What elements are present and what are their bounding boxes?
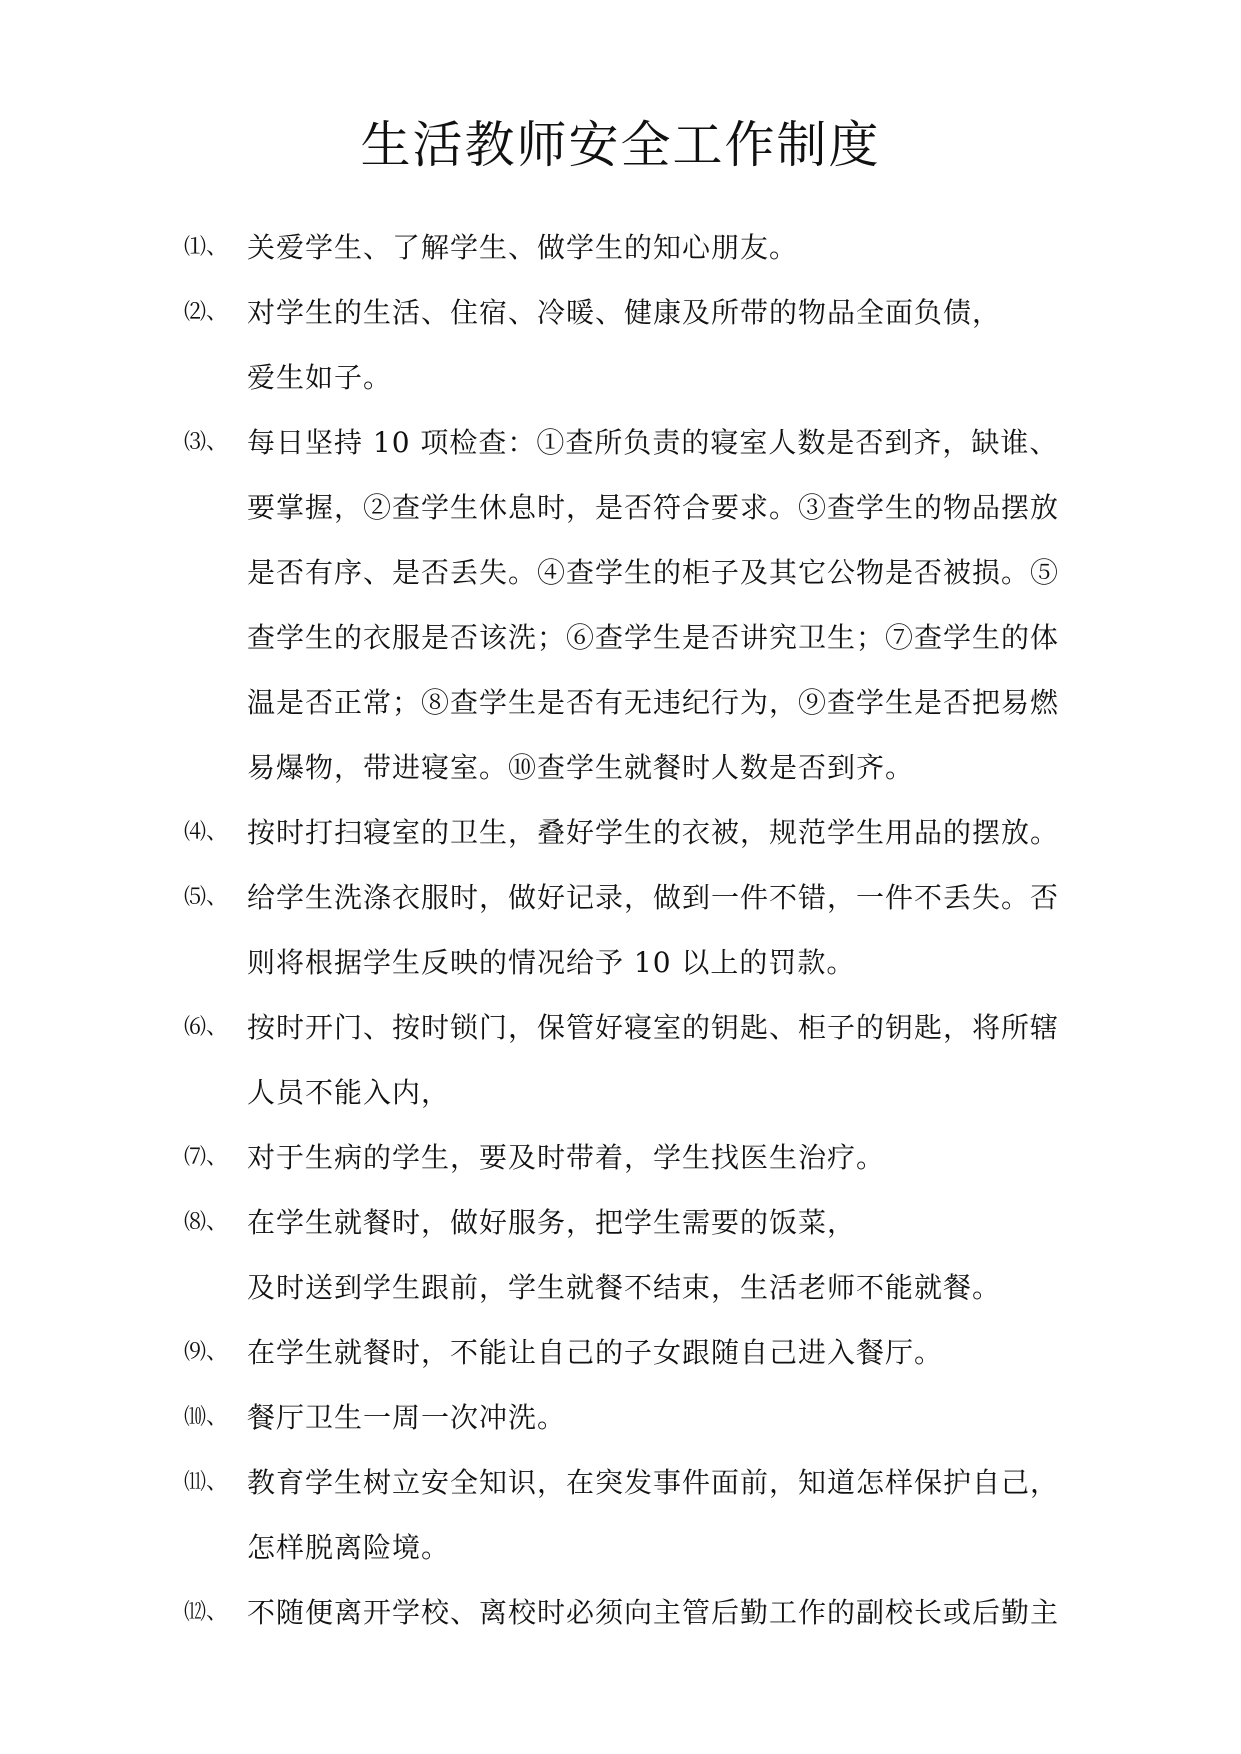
rule-text-line: 是否有序、是否丢失。④查学生的柜子及其它公物是否被损。⑤ — [247, 556, 1060, 589]
rule-text-line: 则将根据学生反映的情况给予 10 以上的罚款。 — [247, 946, 856, 979]
rule-text-line: 易爆物，带进寝室。⑩查学生就餐时人数是否到齐。 — [247, 751, 915, 784]
rule-number: ⑸、 — [184, 885, 229, 910]
rule-item — [184, 280, 1064, 410]
rule-item — [184, 410, 1064, 800]
rule-item — [184, 1190, 1064, 1320]
rule-text-line: 对学生的生活、住宿、冷暖、健康及所带的物品全面负债， — [247, 296, 1002, 329]
rule-text-line: 按时开门、按时锁门，保管好寝室的钥匙、柜子的钥匙，将所辖 — [247, 1011, 1060, 1044]
rule-text-line: 人员不能入内， — [247, 1076, 451, 1109]
rule-number: ⑼、 — [184, 1340, 229, 1365]
rule-text-line: 不随便离开学校、离校时必须向主管后勤工作的副校长或后勤主 — [247, 1596, 1060, 1629]
rule-number: ⑵、 — [184, 300, 229, 325]
rule-text-line: 爱生如子。 — [247, 361, 393, 394]
rule-number: ⑶、 — [184, 430, 229, 455]
rule-text-line: 温是否正常；⑧查学生是否有无违纪行为，⑨查学生是否把易燃 — [247, 686, 1060, 719]
rule-text-line: 教育学生树立安全知识，在突发事件面前，知道怎样保护自己， — [247, 1466, 1060, 1499]
rule-number: ⑿、 — [184, 1600, 229, 1625]
rule-text-line: 对于生病的学生，要及时带着，学生找医生治疗。 — [247, 1141, 886, 1174]
rule-item — [184, 865, 1064, 995]
document-title: 生活教师安全工作制度 — [360, 116, 881, 174]
rule-number: ⑴、 — [184, 235, 229, 260]
rule-item — [184, 800, 1064, 865]
rule-item — [184, 1450, 1064, 1580]
rule-text-line: 关爱学生、了解学生、做学生的知心朋友。 — [247, 231, 799, 264]
rule-item — [184, 1385, 1064, 1450]
rule-text-line: 按时打扫寝室的卫生，叠好学生的衣被，规范学生用品的摆放。 — [247, 816, 1060, 849]
rule-item — [184, 995, 1064, 1125]
rule-list — [184, 215, 1064, 1645]
rule-number: ⑺、 — [184, 1145, 229, 1170]
rule-text-line: 及时送到学生跟前，学生就餐不结束，生活老师不能就餐。 — [247, 1271, 1002, 1304]
rule-text-line: 查学生的衣服是否该洗；⑥查学生是否讲究卫生；⑦查学生的体 — [247, 621, 1060, 654]
rule-text-line: 在学生就餐时，做好服务，把学生需要的饭菜， — [247, 1206, 857, 1239]
rule-item — [184, 1580, 1064, 1645]
rule-text-line: 要掌握，②查学生休息时，是否符合要求。③查学生的物品摆放 — [247, 491, 1060, 524]
rule-number: ⑷、 — [184, 820, 229, 845]
rule-item — [184, 1320, 1064, 1385]
rule-item — [184, 1125, 1064, 1190]
rule-item — [184, 215, 1064, 280]
rule-text-line: 在学生就餐时，不能让自己的子女跟随自己进入餐厅。 — [247, 1336, 944, 1369]
rule-number: ⑹、 — [184, 1015, 229, 1040]
rule-number: ⑾、 — [184, 1470, 229, 1495]
rule-number: ⑽、 — [184, 1405, 229, 1430]
rule-text-line: 餐厅卫生一周一次冲洗。 — [247, 1401, 567, 1434]
rule-text-line: 怎样脱离险境。 — [247, 1531, 451, 1564]
rule-text-line: 每日坚持 10 项检查：①查所负责的寝室人数是否到齐，缺谁、 — [247, 426, 1059, 459]
rule-number: ⑻、 — [184, 1210, 229, 1235]
rule-text-line: 给学生洗涤衣服时，做好记录，做到一件不错，一件不丢失。否 — [247, 881, 1060, 914]
